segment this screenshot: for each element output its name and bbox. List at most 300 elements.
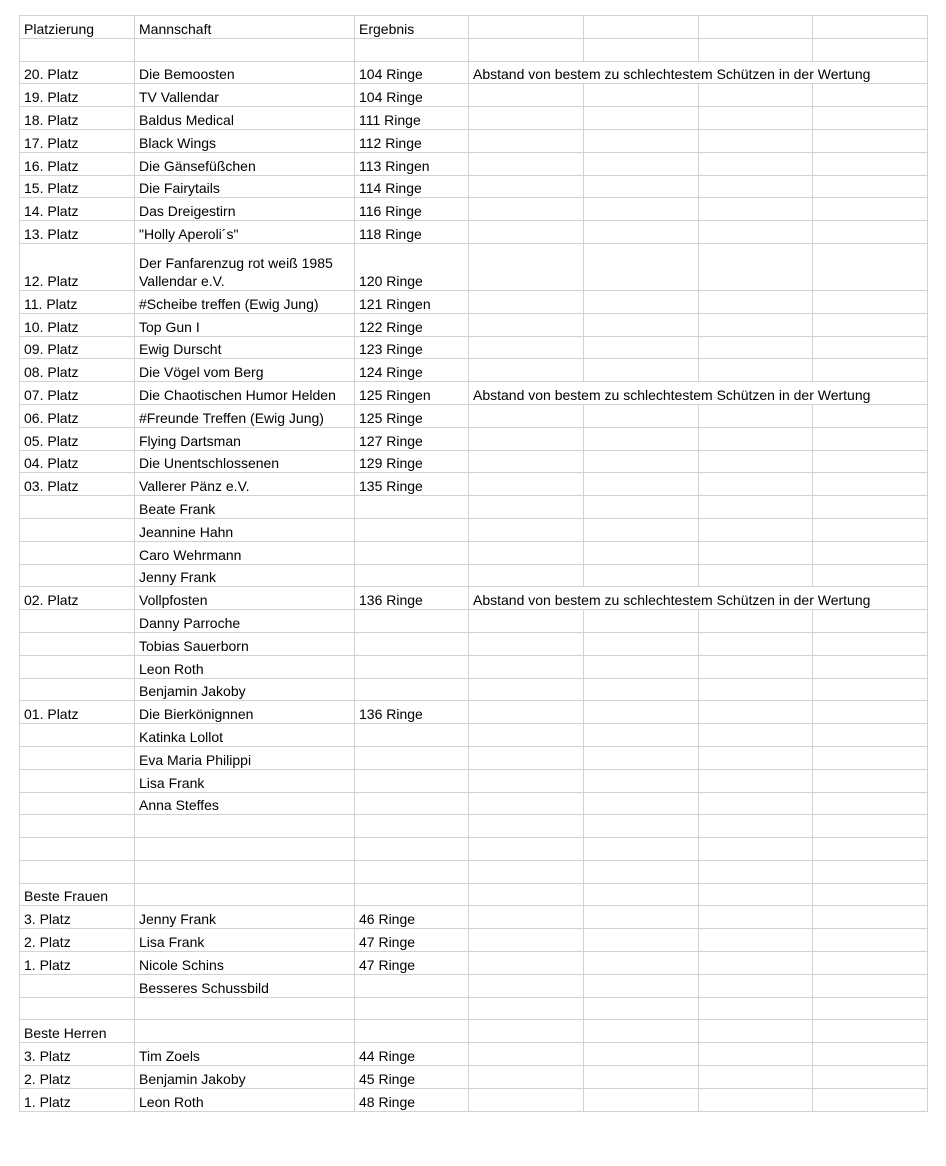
empty-cell (813, 1043, 928, 1066)
empty-cell (813, 769, 928, 792)
table-row (20, 632, 928, 655)
table-row (20, 84, 928, 107)
empty-cell (699, 38, 813, 61)
empty-cell (699, 952, 813, 975)
empty-cell (469, 427, 584, 450)
team-cell: Lisa Frank (135, 769, 355, 792)
result-cell: 120 Ringe (355, 243, 469, 290)
empty-cell (469, 221, 584, 244)
empty-cell (699, 655, 813, 678)
table-row (20, 792, 928, 815)
empty-cell (813, 496, 928, 519)
empty-cell (813, 313, 928, 336)
empty-cell (813, 701, 928, 724)
empty-cell (584, 427, 699, 450)
empty-cell (584, 129, 699, 152)
empty-cell (584, 243, 699, 290)
table-row (20, 107, 928, 130)
empty-cell (699, 1088, 813, 1111)
empty-cell (699, 769, 813, 792)
table-row (20, 1020, 928, 1043)
result-cell: 125 Ringe (355, 404, 469, 427)
team-cell: Der Fanfarenzug rot weiß 1985 Vallendar e.V. (135, 243, 355, 290)
empty-cell (469, 701, 584, 724)
result-cell: 104 Ringe (355, 84, 469, 107)
result-cell (355, 38, 469, 61)
place-cell (20, 974, 135, 997)
empty-cell (469, 198, 584, 221)
empty-cell (699, 107, 813, 130)
empty-cell (813, 1088, 928, 1111)
empty-cell (699, 450, 813, 473)
empty-cell (469, 518, 584, 541)
team-cell: Lisa Frank (135, 929, 355, 952)
team-cell: Jenny Frank (135, 906, 355, 929)
result-cell (355, 815, 469, 838)
table-row (20, 883, 928, 906)
team-cell: Leon Roth (135, 1088, 355, 1111)
table-row (20, 952, 928, 975)
result-cell (355, 860, 469, 883)
place-cell: 17. Platz (20, 129, 135, 152)
empty-cell (584, 655, 699, 678)
place-cell: 06. Platz (20, 404, 135, 427)
empty-cell (469, 450, 584, 473)
empty-cell (813, 518, 928, 541)
empty-cell (469, 1066, 584, 1089)
empty-cell (584, 1088, 699, 1111)
result-cell (355, 724, 469, 747)
empty-cell (699, 427, 813, 450)
table-row (20, 175, 928, 198)
team-cell (135, 838, 355, 861)
empty-cell (584, 792, 699, 815)
table-row (20, 815, 928, 838)
team-cell: Nicole Schins (135, 952, 355, 975)
result-cell (355, 496, 469, 519)
empty-cell (584, 1020, 699, 1043)
empty-cell (813, 974, 928, 997)
result-cell: 127 Ringe (355, 427, 469, 450)
empty-cell (813, 1020, 928, 1043)
table-row (20, 974, 928, 997)
table-row (20, 336, 928, 359)
empty-cell (469, 1020, 584, 1043)
empty-cell (813, 243, 928, 290)
team-cell: Die Bierkönignnen (135, 701, 355, 724)
empty-cell (813, 16, 928, 39)
empty-cell (699, 473, 813, 496)
empty-cell (699, 290, 813, 313)
team-cell (135, 38, 355, 61)
place-cell (20, 815, 135, 838)
empty-cell (469, 473, 584, 496)
empty-cell (699, 84, 813, 107)
empty-cell (699, 152, 813, 175)
table-row (20, 906, 928, 929)
empty-cell (584, 974, 699, 997)
team-cell: Caro Wehrmann (135, 541, 355, 564)
empty-cell (813, 929, 928, 952)
empty-cell (469, 883, 584, 906)
empty-cell (813, 290, 928, 313)
empty-cell (813, 952, 928, 975)
place-cell: 12. Platz (20, 243, 135, 290)
result-cell: 118 Ringe (355, 221, 469, 244)
empty-cell (469, 906, 584, 929)
empty-cell (469, 336, 584, 359)
place-cell: Beste Frauen (20, 883, 135, 906)
result-cell: 44 Ringe (355, 1043, 469, 1066)
table-row (20, 152, 928, 175)
empty-cell (469, 655, 584, 678)
empty-cell (584, 997, 699, 1020)
place-cell: 08. Platz (20, 359, 135, 382)
place-cell: 20. Platz (20, 61, 135, 84)
empty-cell (584, 16, 699, 39)
empty-cell (699, 792, 813, 815)
result-cell (355, 769, 469, 792)
empty-cell (584, 1043, 699, 1066)
place-cell: 05. Platz (20, 427, 135, 450)
table-row (20, 564, 928, 587)
place-cell: 1. Platz (20, 952, 135, 975)
empty-cell (469, 815, 584, 838)
table-row (20, 61, 928, 84)
team-cell: Vollpfosten (135, 587, 355, 610)
empty-cell (584, 701, 699, 724)
result-cell: 124 Ringe (355, 359, 469, 382)
team-cell: Die Unentschlossenen (135, 450, 355, 473)
table-row (20, 838, 928, 861)
empty-cell (584, 815, 699, 838)
empty-cell (813, 678, 928, 701)
empty-cell (584, 860, 699, 883)
empty-cell (469, 769, 584, 792)
team-cell: Anna Steffes (135, 792, 355, 815)
table-row (20, 518, 928, 541)
empty-cell (813, 1066, 928, 1089)
place-cell (20, 564, 135, 587)
empty-cell (699, 313, 813, 336)
empty-cell (699, 701, 813, 724)
team-cell (135, 860, 355, 883)
team-cell (135, 1020, 355, 1043)
result-cell: 113 Ringen (355, 152, 469, 175)
empty-cell (813, 655, 928, 678)
empty-cell (699, 404, 813, 427)
result-cell: 111 Ringe (355, 107, 469, 130)
empty-cell (469, 952, 584, 975)
empty-cell (584, 838, 699, 861)
place-cell (20, 678, 135, 701)
empty-cell (469, 38, 584, 61)
team-cell: Black Wings (135, 129, 355, 152)
empty-cell (699, 336, 813, 359)
place-cell: 04. Platz (20, 450, 135, 473)
team-cell: Katinka Lollot (135, 724, 355, 747)
empty-cell (584, 610, 699, 633)
result-cell: 125 Ringen (355, 382, 469, 405)
empty-cell (813, 129, 928, 152)
empty-cell (699, 198, 813, 221)
place-cell: 16. Platz (20, 152, 135, 175)
empty-cell (584, 541, 699, 564)
empty-cell (469, 290, 584, 313)
empty-cell (469, 129, 584, 152)
table-row (20, 129, 928, 152)
empty-cell (469, 175, 584, 198)
header-platzierung: Platzierung (20, 16, 135, 39)
empty-cell (584, 336, 699, 359)
empty-cell (584, 84, 699, 107)
team-cell: Tobias Sauerborn (135, 632, 355, 655)
result-cell (355, 883, 469, 906)
team-cell: Das Dreigestirn (135, 198, 355, 221)
result-cell: 136 Ringe (355, 701, 469, 724)
table-row (20, 496, 928, 519)
empty-cell (813, 38, 928, 61)
table-row (20, 382, 928, 405)
table-row (20, 1088, 928, 1111)
result-cell: 47 Ringe (355, 952, 469, 975)
place-cell: 11. Platz (20, 290, 135, 313)
empty-cell (813, 906, 928, 929)
results-table (19, 15, 928, 1112)
empty-cell (699, 746, 813, 769)
empty-cell (699, 175, 813, 198)
place-cell (20, 496, 135, 519)
place-cell (20, 997, 135, 1020)
empty-cell (699, 129, 813, 152)
empty-cell (699, 883, 813, 906)
team-cell: Die Fairytails (135, 175, 355, 198)
empty-cell (813, 883, 928, 906)
place-cell (20, 541, 135, 564)
empty-cell (813, 175, 928, 198)
empty-cell (584, 450, 699, 473)
empty-cell (699, 838, 813, 861)
table-row (20, 929, 928, 952)
empty-cell (813, 838, 928, 861)
table-row (20, 38, 928, 61)
empty-cell (469, 564, 584, 587)
empty-cell (699, 906, 813, 929)
team-cell: Beate Frank (135, 496, 355, 519)
table-row (20, 860, 928, 883)
result-cell (355, 1020, 469, 1043)
place-cell (20, 860, 135, 883)
header-ergebnis: Ergebnis (355, 16, 469, 39)
empty-cell (813, 152, 928, 175)
table-row (20, 359, 928, 382)
team-cell: #Scheibe treffen (Ewig Jung) (135, 290, 355, 313)
place-cell: 09. Platz (20, 336, 135, 359)
empty-cell (813, 107, 928, 130)
empty-cell (584, 769, 699, 792)
place-cell: 10. Platz (20, 313, 135, 336)
empty-cell (813, 564, 928, 587)
team-cell: Die Bemoosten (135, 61, 355, 84)
empty-cell (699, 518, 813, 541)
team-cell: Tim Zoels (135, 1043, 355, 1066)
empty-cell (584, 221, 699, 244)
team-cell: Flying Dartsman (135, 427, 355, 450)
result-cell (355, 997, 469, 1020)
empty-cell (699, 496, 813, 519)
empty-cell (584, 38, 699, 61)
team-cell: Vallerer Pänz e.V. (135, 473, 355, 496)
empty-cell (469, 107, 584, 130)
empty-cell (699, 359, 813, 382)
empty-cell (584, 632, 699, 655)
place-cell (20, 632, 135, 655)
empty-cell (584, 724, 699, 747)
empty-cell (584, 952, 699, 975)
empty-cell (813, 610, 928, 633)
empty-cell (813, 450, 928, 473)
empty-cell (699, 997, 813, 1020)
empty-cell (469, 313, 584, 336)
team-cell: Jeannine Hahn (135, 518, 355, 541)
place-cell: 14. Platz (20, 198, 135, 221)
result-cell (355, 678, 469, 701)
empty-cell (699, 860, 813, 883)
empty-cell (699, 815, 813, 838)
table-row (20, 587, 928, 610)
place-cell: 2. Platz (20, 929, 135, 952)
empty-cell (813, 221, 928, 244)
team-cell: Top Gun I (135, 313, 355, 336)
empty-cell (469, 610, 584, 633)
table-row (20, 610, 928, 633)
empty-cell (469, 1043, 584, 1066)
result-cell: 47 Ringe (355, 929, 469, 952)
empty-cell (469, 84, 584, 107)
table-row (20, 473, 928, 496)
place-cell (20, 724, 135, 747)
empty-cell (584, 746, 699, 769)
result-cell (355, 541, 469, 564)
place-cell: 03. Platz (20, 473, 135, 496)
table-row (20, 1043, 928, 1066)
empty-cell (699, 1066, 813, 1089)
table-row (20, 404, 928, 427)
empty-cell (813, 792, 928, 815)
empty-cell (584, 404, 699, 427)
team-cell: Die Vögel vom Berg (135, 359, 355, 382)
team-cell: Ewig Durscht (135, 336, 355, 359)
place-cell: 1. Platz (20, 1088, 135, 1111)
table-row (20, 541, 928, 564)
empty-cell (469, 1088, 584, 1111)
team-cell: Danny Parroche (135, 610, 355, 633)
result-cell: 123 Ringe (355, 336, 469, 359)
result-cell: 48 Ringe (355, 1088, 469, 1111)
place-cell (20, 518, 135, 541)
note-cell: Abstand von bestem zu schlechtestem Schützen in der Wertung (469, 587, 928, 610)
empty-cell (813, 632, 928, 655)
header-row (20, 16, 928, 39)
team-cell (135, 997, 355, 1020)
empty-cell (469, 746, 584, 769)
result-cell: 116 Ringe (355, 198, 469, 221)
empty-cell (699, 221, 813, 244)
table-row (20, 724, 928, 747)
result-cell (355, 518, 469, 541)
team-cell: Besseres Schussbild (135, 974, 355, 997)
empty-cell (813, 336, 928, 359)
table-row (20, 746, 928, 769)
team-cell: Eva Maria Philippi (135, 746, 355, 769)
result-cell (355, 974, 469, 997)
empty-cell (469, 16, 584, 39)
table-row (20, 655, 928, 678)
table-row (20, 427, 928, 450)
empty-cell (469, 243, 584, 290)
empty-cell (813, 404, 928, 427)
result-cell: 112 Ringe (355, 129, 469, 152)
empty-cell (584, 518, 699, 541)
place-cell: 2. Platz (20, 1066, 135, 1089)
empty-cell (584, 290, 699, 313)
table-row (20, 290, 928, 313)
team-cell: Benjamin Jakoby (135, 1066, 355, 1089)
empty-cell (469, 792, 584, 815)
result-cell: 104 Ringe (355, 61, 469, 84)
empty-cell (584, 107, 699, 130)
empty-cell (469, 359, 584, 382)
place-cell: 3. Platz (20, 906, 135, 929)
empty-cell (469, 404, 584, 427)
place-cell: 3. Platz (20, 1043, 135, 1066)
empty-cell (699, 929, 813, 952)
result-cell: 114 Ringe (355, 175, 469, 198)
table-row (20, 678, 928, 701)
empty-cell (469, 678, 584, 701)
result-cell: 122 Ringe (355, 313, 469, 336)
empty-cell (813, 724, 928, 747)
empty-cell (699, 974, 813, 997)
empty-cell (813, 860, 928, 883)
empty-cell (813, 815, 928, 838)
empty-cell (699, 724, 813, 747)
table-row (20, 198, 928, 221)
header-mannschaft: Mannschaft (135, 16, 355, 39)
result-cell (355, 792, 469, 815)
empty-cell (813, 198, 928, 221)
empty-cell (813, 541, 928, 564)
team-cell: Leon Roth (135, 655, 355, 678)
place-cell (20, 792, 135, 815)
empty-cell (813, 473, 928, 496)
place-cell: 19. Platz (20, 84, 135, 107)
empty-cell (584, 496, 699, 519)
team-cell: "Holly Aperoli´s" (135, 221, 355, 244)
team-cell: Baldus Medical (135, 107, 355, 130)
team-cell: TV Vallendar (135, 84, 355, 107)
place-cell (20, 655, 135, 678)
empty-cell (699, 541, 813, 564)
place-cell: Beste Herren (20, 1020, 135, 1043)
table-row (20, 221, 928, 244)
empty-cell (584, 473, 699, 496)
table-row (20, 450, 928, 473)
result-cell: 136 Ringe (355, 587, 469, 610)
result-cell: 121 Ringen (355, 290, 469, 313)
empty-cell (469, 997, 584, 1020)
result-cell: 45 Ringe (355, 1066, 469, 1089)
